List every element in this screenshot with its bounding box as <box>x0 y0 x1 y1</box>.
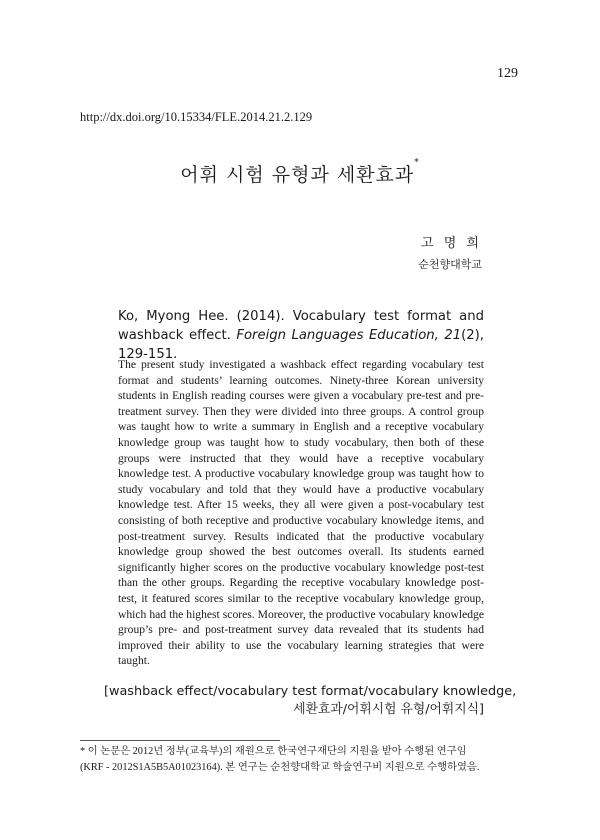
citation-suffix: (2), 129-151. <box>118 328 484 362</box>
page-number: 129 <box>497 66 518 81</box>
author-block <box>418 232 482 272</box>
citation <box>118 307 484 364</box>
paper-title <box>0 160 600 187</box>
footnote-divider <box>80 740 280 741</box>
keywords-line-1: [washback effect/vocabulary test format/vocabulary knowledge, <box>104 684 517 699</box>
abstract: The present study investigated a washback effect regarding vocabulary test format and students’ learning outcomes. Ninety-three Korean university students in English reading courses were given a vocabulary pre-test and pre-treatment survey. Then they were divided into three groups. A control group was taught how to write a summary in English and a receptive vocabulary knowledge group was taught how to study vocabulary, then both of these groups were instructed that they would have a receptive vocabulary knowledge test. A productive vocabulary knowledge group was taught how to study vocabulary and told that they would have a productive vocabulary knowledge test. After 15 weeks, they all were given a post-vocabulary test consisting of both receptive and productive vocabulary knowledge items, and post-treatment survey. Results indicated that the productive vocabulary knowledge group showed the best outcomes overall. Its students earned significantly higher scores on the productive vocabulary knowledge post-test than the other groups. Regarding the receptive vocabulary knowledge post-test, it featured scores similar to the receptive vocabulary knowledge group, which had the highest scores. Moreover, the productive vocabulary knowledge group’s pre- and post-treatment survey data revealed that its students had improved their ability to use the vocabulary learning strategies that were taught. <box>118 358 484 668</box>
title-footnote-mark: * <box>414 158 420 168</box>
footnote-line-2: (KRF - 2012S1A5B5A01023164). 본 연구는 순천향대학교 학술연구비 지원으로 수행하였음. <box>80 762 480 773</box>
author-affiliation: 순천향대학교 <box>418 258 482 271</box>
keywords <box>104 683 517 719</box>
footnote <box>80 744 520 776</box>
keywords-line-2: 세환효과/어휘시험 유형/어휘지식] <box>293 702 484 717</box>
doi-link[interactable]: http://dx.doi.org/10.15334/FLE.2014.21.2.129 <box>80 110 313 124</box>
footnote-line-1: * 이 논문은 2012년 정부(교육부)의 재원으로 한국연구재단의 지원을 받아 수행된 연구임 <box>80 746 467 757</box>
author-name: 고 명 희 <box>421 236 482 251</box>
paper-title-text: 어휘 시험 유형과 세환효과 <box>180 164 415 186</box>
citation-prefix: Ko, Myong Hee. (2014). Vocabulary test format and washback effect. <box>118 309 484 343</box>
citation-journal: Foreign Languages Education, 21 <box>236 328 462 343</box>
